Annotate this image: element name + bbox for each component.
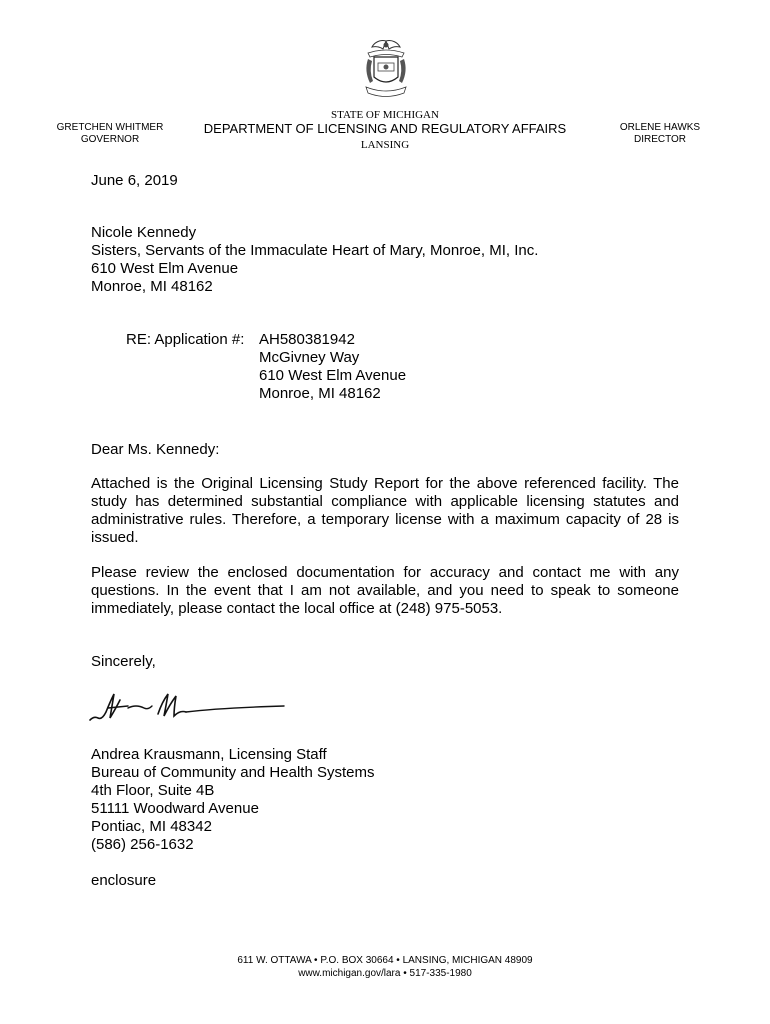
- recipient-line: Sisters, Servants of the Immaculate Heart of Mary, Monroe, MI, Inc.: [91, 242, 539, 259]
- governor-name: GRETCHEN WHITMER: [56, 122, 164, 133]
- city-name: LANSING: [360, 139, 410, 151]
- director-name: ORLENE HAWKS: [619, 122, 701, 133]
- michigan-state-seal-icon: [360, 37, 412, 101]
- recipient-line: Monroe, MI 48162: [91, 278, 213, 295]
- governor-block: [50, 122, 170, 146]
- director-block: [600, 122, 720, 146]
- application-number: AH580381942: [259, 331, 355, 348]
- footer-contact: www.michigan.gov/lara • 517-335-1980: [298, 968, 472, 979]
- facility-city: Monroe, MI 48162: [259, 385, 381, 402]
- signer-bureau: Bureau of Community and Health Systems: [91, 764, 375, 781]
- director-title: DIRECTOR: [633, 134, 687, 145]
- re-label: RE: Application #:: [126, 331, 245, 348]
- signer-phone: (586) 256-1632: [91, 836, 194, 853]
- state-name: STATE OF MICHIGAN: [331, 109, 439, 121]
- department-name: DEPARTMENT OF LICENSING AND REGULATORY AFFAIRS: [203, 121, 567, 136]
- footer-address: 611 W. OTTAWA • P.O. BOX 30664 • LANSING, MICHIGAN 48909: [237, 955, 533, 966]
- handwritten-signature: [88, 686, 288, 726]
- re-details: [259, 331, 406, 403]
- signer-name: Andrea Krausmann, Licensing Staff: [91, 746, 327, 763]
- signer-floor: 4th Floor, Suite 4B: [91, 782, 215, 799]
- governor-title: GOVERNOR: [80, 134, 140, 145]
- body-paragraph-1: Attached is the Original Licensing Study Report for the above referenced facility. The study has determined substantial compliance with applicable licensing statutes and administrative rules. Therefore, a temporary license with a maximum capacity of 28 is issued.: [91, 475, 679, 546]
- facility-street: 610 West Elm Avenue: [259, 367, 407, 384]
- body-paragraph-2: Please review the enclosed documentation for accuracy and contact me with any questions. In the event that I am not available, and you need to speak to someone immediately, please contact the local office at (248) 975-5053.: [91, 564, 679, 617]
- signer-street: 51111 Woodward Avenue: [91, 800, 259, 817]
- recipient-line: Nicole Kennedy: [91, 224, 197, 241]
- enclosure-note: enclosure: [91, 872, 157, 889]
- signer-city: Pontiac, MI 48342: [91, 818, 212, 835]
- signature-block: [91, 746, 374, 854]
- salutation: Dear Ms. Kennedy:: [91, 441, 220, 458]
- recipient-address: [91, 224, 538, 296]
- facility-name: McGivney Way: [259, 349, 360, 366]
- closing: Sincerely,: [91, 653, 156, 670]
- recipient-line: 610 West Elm Avenue: [91, 260, 239, 277]
- letter-date: June 6, 2019: [91, 172, 178, 189]
